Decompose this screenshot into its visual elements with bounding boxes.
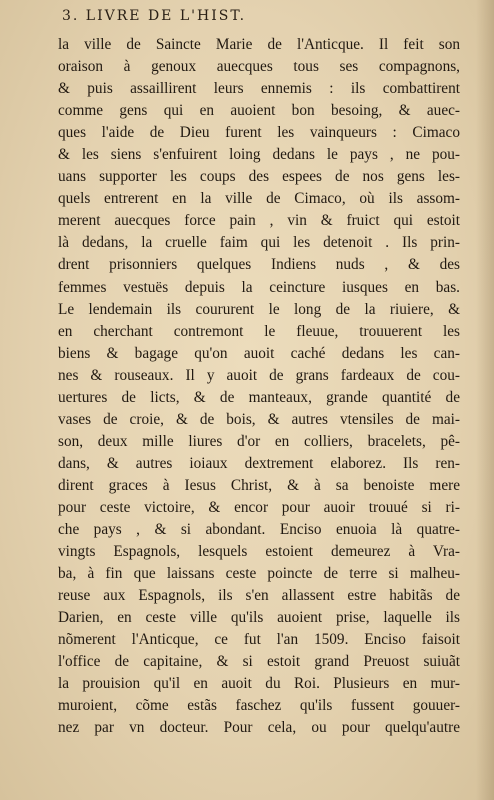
text-line: vingts Espagnols, lesquels estoient demeurez à Vra-: [58, 543, 460, 561]
text-line: quels entrerent en la ville de Cimaco, où ils assom-: [58, 190, 460, 208]
text-line: nes & rouseaux. Il y auoit de grans fardeaux de cou-: [58, 366, 460, 384]
text-line: son, deux mille liures d'or en colliers, bracelets, pê-: [58, 432, 460, 450]
text-line: dirent graces à Iesus Christ, & à sa benoiste mere: [58, 476, 460, 494]
text-line: la prouision qu'il en auoit du Roi. Plusieurs en mur-: [58, 675, 460, 693]
text-line: drent prisonniers quelques Indiens nuds , & des: [58, 256, 460, 274]
text-line: oraison à genoux auecques tous ses compagnons,: [58, 58, 460, 76]
text-line: là dedans, la cruelle faim qui les detenoit . Ils prin-: [58, 234, 460, 252]
text-line: femmes vestuës depuis la ceincture iusques en bas.: [58, 278, 460, 296]
text-line: merent auecques force pain , vin & fruict qui estoit: [58, 212, 460, 230]
page-fold-shadow: [476, 0, 494, 800]
text-line: Darien, en ceste ville qu'ils auoient prise, laquelle ils: [58, 609, 460, 627]
text-line: biens & bagage qu'on auoit caché dedans les can-: [58, 344, 460, 362]
text-line: uans supporter les coups des espees de nos gens les-: [58, 168, 460, 186]
text-line: & les siens s'enfuirent loing dedans le pays , ne pou-: [58, 146, 460, 164]
text-line: reuse aux Espagnols, ils s'en allassent estre habitãs de: [58, 587, 460, 605]
running-head: 3. LIVRE DE L'HIST.: [62, 8, 247, 24]
text-line: comme gens qui en auoient bon besoing, & auec-: [58, 102, 460, 120]
text-line: nez par vn docteur. Pour cela, ou pour quelqu'autre: [58, 719, 460, 737]
text-line: nõmerent l'Anticque, ce fut l'an 1509. Enciso faisoit: [58, 631, 460, 649]
text-line: dans, & autres ioiaux dextrement elaborez. Ils ren-: [58, 454, 460, 472]
text-line: pour ceste victoire, & encor pour auoir trouué si ri-: [58, 498, 460, 516]
text-line: Le lendemain ils coururent le long de la riuiere, &: [58, 300, 460, 318]
text-line: & puis assaillirent leurs ennemis : ils combattirent: [58, 80, 460, 98]
text-line: muroient, cõme estãs faschez qu'ils fussent gouuer-: [58, 697, 460, 715]
text-line: ba, à fin que laissans ceste poincte de terre si malheu-: [58, 565, 460, 583]
text-line: l'office de capitaine, & si estoit grand Preuost suiuãt: [58, 653, 460, 671]
body-text: [58, 34, 460, 740]
text-line: uertures de licts, & de manteaux, grande quantité de: [58, 388, 460, 406]
text-line: en cherchant contremont le fleuue, trouuerent les: [58, 322, 460, 340]
text-line: vases de croie, & de bois, & autres vtensiles de mai-: [58, 410, 460, 428]
text-line: che pays , & si abondant. Enciso enuoia là quatre-: [58, 521, 460, 539]
text-line: ques l'aide de Dieu furent les vainqueurs : Cimaco: [58, 124, 460, 142]
text-line: la ville de Saincte Marie de l'Anticque. Il feit son: [58, 36, 460, 53]
